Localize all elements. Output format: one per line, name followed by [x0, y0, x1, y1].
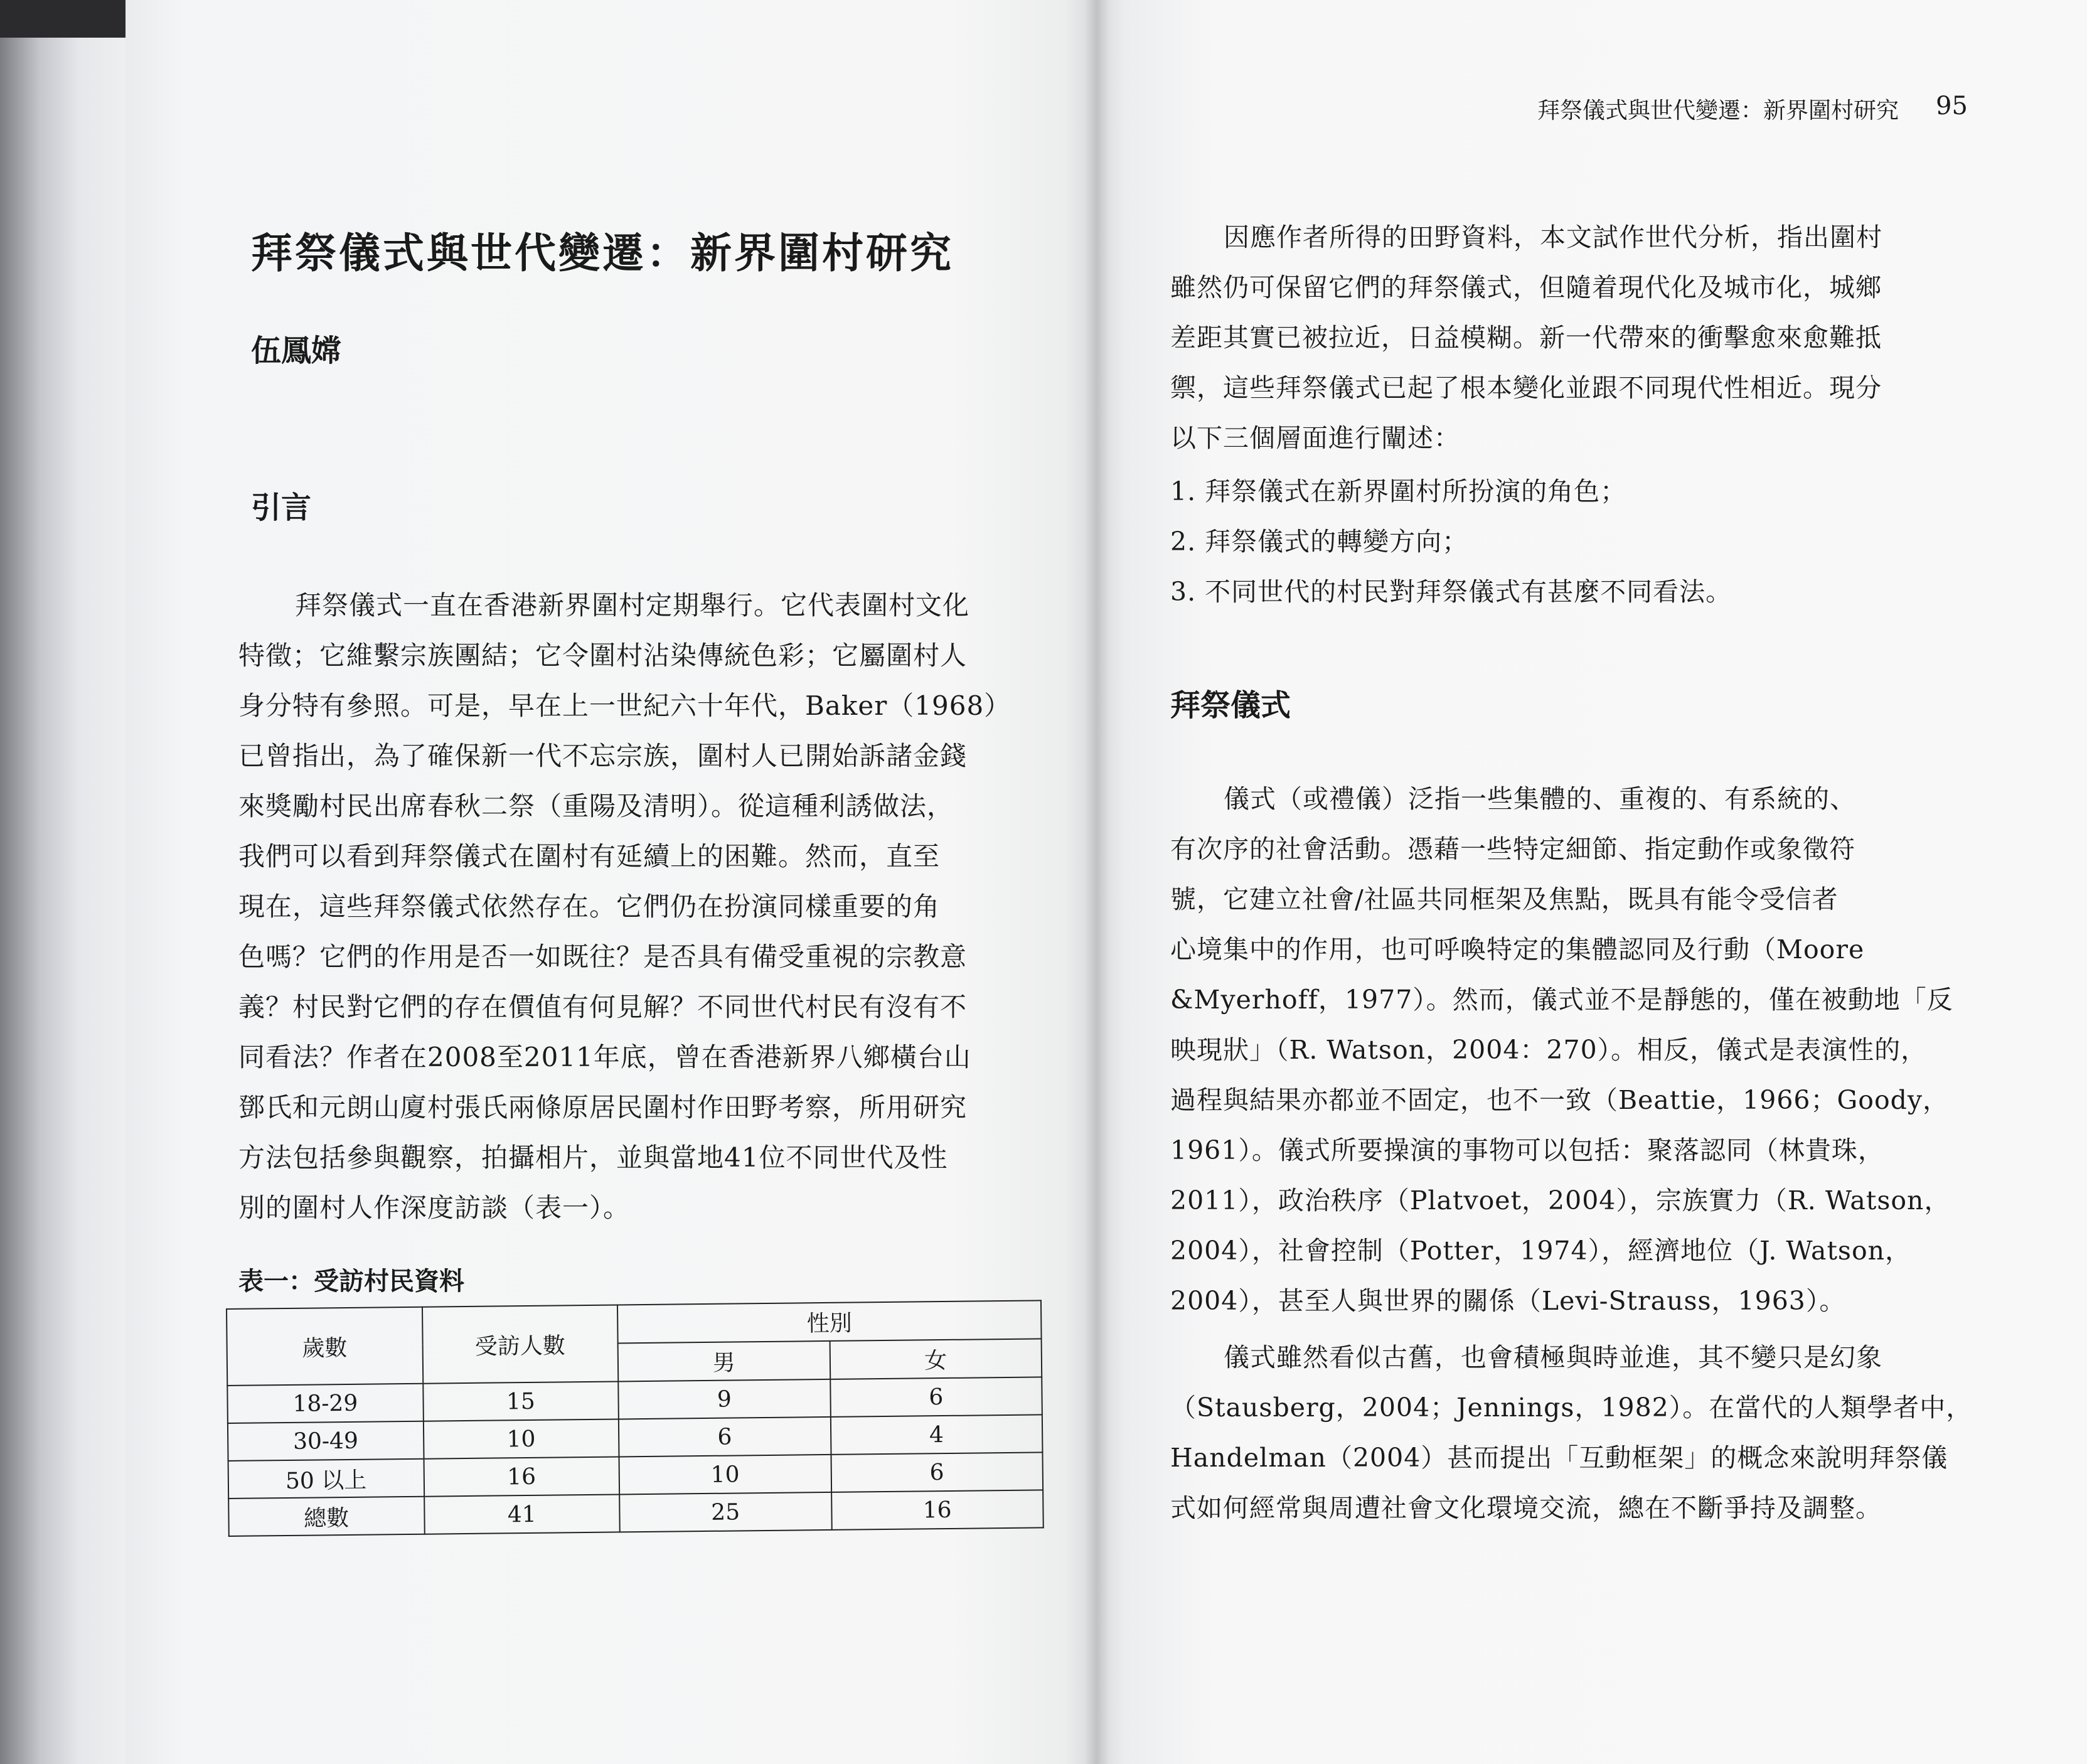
cell-female: 16 [831, 1490, 1044, 1530]
cell-male: 25 [619, 1492, 831, 1532]
paragraph-line: 同看法？作者在2008至2011年底，曾在香港新界八鄉橫台山 [238, 1042, 971, 1072]
paragraph-line: 特徵；它維繫宗族團結；它令圍村沾染傳統色彩；它屬圍村人 [238, 640, 968, 671]
cell-age: 50 以上 [228, 1459, 424, 1499]
right-page [1095, 0, 2087, 1764]
table-row-total [228, 1490, 1044, 1536]
paragraph-line: 義？村民對它們的存在價值有何見解？不同世代村民有沒有不 [238, 992, 968, 1022]
villagers-table [226, 1300, 1044, 1537]
header-age: 歲數 [227, 1307, 423, 1386]
paragraph-line: 鄧氏和元朗山廈村張氏兩條原居民圍村作田野考察，所用研究 [238, 1092, 968, 1123]
cell-count: 41 [424, 1494, 620, 1534]
running-head: 拜祭儀式與世代變遷：新界圍村研究 [1537, 98, 1899, 124]
section-heading-rituals: 拜祭儀式 [1170, 688, 1291, 723]
paragraph-line: 色嗎？它們的作用是否一如既往？是否具有備受重視的宗教意 [238, 941, 968, 972]
cell-count: 15 [423, 1381, 619, 1421]
section-heading-introduction: 引言 [251, 490, 312, 525]
paragraph-line: 2004），社會控制（Potter，1974），經濟地位（J. Watson， [1170, 1236, 1912, 1266]
table-caption: 表一：受訪村民資料 [238, 1266, 464, 1296]
paragraph-line: 差距其實已被拉近，日益模糊。新一代帶來的衝擊愈來愈難抵 [1170, 323, 1882, 353]
paragraph-line: 雖然仍可保留它們的拜祭儀式，但隨着現代化及城市化，城鄉 [1170, 272, 1882, 302]
paragraph-line: &Myerhoff，1977）。然而，儀式並不是靜態的，僅在被動地「反 [1170, 985, 1953, 1015]
paragraph-line: 儀式雖然看似古舊，也會積極與時並進，其不變只是幻象 [1224, 1342, 1882, 1372]
header-female: 女 [830, 1339, 1042, 1379]
list-item: 3. 不同世代的村民對拜祭儀式有甚麼不同看法。 [1170, 577, 1732, 607]
paragraph-line: 來獎勵村民出席春秋二祭（重陽及清明）。從這種利誘做法， [238, 791, 954, 821]
header-gender: 性別 [617, 1300, 1042, 1343]
header-male: 男 [618, 1341, 830, 1382]
cell-count: 10 [423, 1419, 619, 1458]
cell-male: 9 [618, 1379, 830, 1419]
cell-age: 30-49 [228, 1421, 424, 1461]
book-page-edges [0, 38, 132, 1764]
page-number: 95 [1936, 92, 1968, 120]
paragraph-line: 拜祭儀式一直在香港新界圍村定期舉行。它代表圍村文化 [295, 590, 970, 621]
paragraph-line: 已曾指出，為了確保新一代不忘宗族，圍村人已開始訴諸金錢 [238, 740, 968, 771]
paragraph-line: 號，它建立社會/社區共同框架及焦點，既具有能令受信者 [1170, 884, 1839, 914]
book-gutter [1084, 0, 1109, 1764]
cell-age: 18-29 [227, 1384, 423, 1423]
cell-female: 4 [830, 1414, 1042, 1455]
paragraph-line: 儀式（或禮儀）泛指一些集體的、重複的、有系統的、 [1224, 784, 1856, 814]
paragraph-line: 因應作者所得的田野資料，本文試作世代分析，指出圍村 [1224, 222, 1882, 252]
paragraph-line: 方法包括參與觀察，拍攝相片，並與當地41位不同世代及性 [238, 1142, 948, 1173]
paragraph-line: 身分特有參照。可是，早在上一世紀六十年代，Baker（1968） [238, 690, 1011, 721]
paragraph-line: 以下三個層面進行闡述： [1170, 423, 1460, 453]
cell-female: 6 [831, 1452, 1043, 1492]
paragraph-line: 2004），甚至人與世界的關係（Levi-Strauss，1963）。 [1170, 1286, 1846, 1316]
paragraph-line: 過程與結果亦都並不固定，也不一致（Beattie，1966；Goody， [1170, 1085, 1950, 1115]
paragraph-line: 禦，這些拜祭儀式已起了根本變化並跟不同現代性相近。現分 [1170, 373, 1882, 403]
author-name: 伍鳳嫦 [251, 333, 342, 368]
paragraph-line: 映現狀」（R. Watson，2004：270）。相反，儀式是表演性的， [1170, 1035, 1928, 1065]
cell-female: 6 [830, 1377, 1042, 1417]
paragraph-line: 2011），政治秩序（Platvoet，2004），宗族實力（R. Watson， [1170, 1185, 1951, 1216]
list-item: 1. 拜祭儀式在新界圍村所扮演的角色； [1170, 476, 1627, 506]
article-title: 拜祭儀式與世代變遷：新界圍村研究 [251, 228, 954, 277]
cell-age: 總數 [228, 1497, 424, 1536]
left-page [125, 0, 1095, 1764]
paragraph-line: 心境集中的作用，也可呼喚特定的集體認同及行動（Moore [1170, 934, 1865, 965]
header-count: 受訪人數 [422, 1305, 619, 1383]
paragraph-line: 現在，這些拜祭儀式依然存在。它們仍在扮演同樣重要的角 [238, 891, 941, 922]
cell-male: 6 [619, 1417, 831, 1457]
paragraph-line: 有次序的社會活動。憑藉一些特定細節、指定動作或象徵符 [1170, 834, 1855, 864]
paragraph-line: 我們可以看到拜祭儀式在圍村有延續上的困難。然而，直至 [238, 841, 941, 872]
list-item: 2. 拜祭儀式的轉變方向； [1170, 527, 1469, 557]
paragraph-line: Handelman（2004）甚而提出「互動框架」的概念來說明拜祭儀 [1170, 1443, 1948, 1473]
cell-male: 10 [619, 1455, 831, 1495]
paragraph-line: （Stausberg，2004；Jennings，1982）。在當代的人類學者中， [1170, 1392, 1973, 1423]
paragraph-line: 別的圍村人作深度訪談（表一）。 [238, 1192, 631, 1223]
paragraph-line: 1961）。儀式所要操演的事物可以包括：聚落認同（林貴珠， [1170, 1135, 1884, 1165]
paragraph-line: 式如何經常與周遭社會文化環境交流，總在不斷爭持及調整。 [1170, 1493, 1882, 1523]
cell-count: 16 [424, 1457, 619, 1496]
